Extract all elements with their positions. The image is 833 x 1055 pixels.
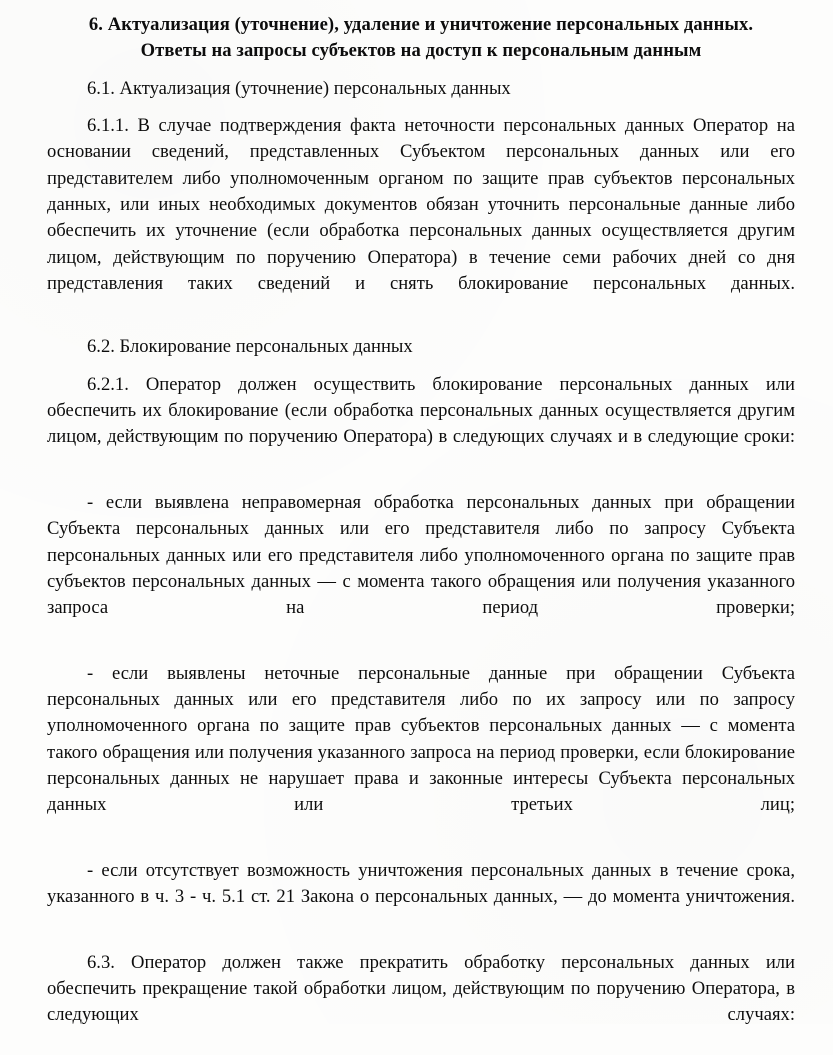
paragraph-6-2-1: 6.2.1. Оператор должен осуществить блокирование персональных данных или обеспечить их блокирование (если обработка персональных данных осуществляется другим лицом, действующим по поручению Оператора) в следующих случаях и в следующие сроки: (47, 373, 795, 448)
page-title: 6. Актуализация (уточнение), удаление и уничтожение персональных данных. Ответы на запросы субъектов на доступ к персональным данным (88, 14, 754, 62)
document-body (47, 12, 795, 1055)
paragraph-6-3: 6.3. Оператор должен также прекратить обработку персональных данных или обеспечить прекращение такой обработки лицом, действующим по поручению Оператора, в следующих случаях: (47, 951, 795, 1026)
bullet-6-2-1-a: - если выявлена неправомерная обработка персональных данных при обращении Субъекта персональных данных или его представителя либо по запросу Субъекта персональных данных или его представителя либо уполномоченного органа по защите прав субъектов персональных данных — с момента такого обращения или получения указанного запроса на период проверки; (47, 491, 795, 619)
bullet-6-2-1-c: - если отсутствует возможность уничтожения персональных данных в течение срока, указанного в ч. 3 - ч. 5.1 ст. 21 Закона о персональных данных, — до момента уничтожения. (47, 859, 795, 908)
section-heading-6-1: 6.1. Актуализация (уточнение) персональных данных (87, 77, 511, 99)
bullet-6-2-1-b: - если выявлены неточные персональные данные при обращении Субъекта персональных данных или его представителя либо по их запросу или по запросу уполномоченного органа по защите прав субъектов персональных данных — с момента такого обращения или получения указанного запроса на период проверки, если блокирование персональных данных не нарушает права и законные интересы Субъекта персональных данных или третьих лиц; (47, 662, 795, 816)
paragraph-6-1-1: 6.1.1. В случае подтверждения факта неточности персональных данных Оператор на основании сведений, представленных Субъектом персональных данных или его представителем либо уполномоченным органом по защите прав субъектов персональных данных, или иных необходимых документов обязан уточнить персональные данные либо обеспечить их уточнение (если обработка персональных данных осуществляется другим лицом, действующим по поручению Оператора) в течение семи рабочих дней со дня представления таких сведений и снять блокирование персональных данных. (47, 115, 795, 294)
section-heading-6-2: 6.2. Блокирование персональных данных (87, 336, 413, 358)
